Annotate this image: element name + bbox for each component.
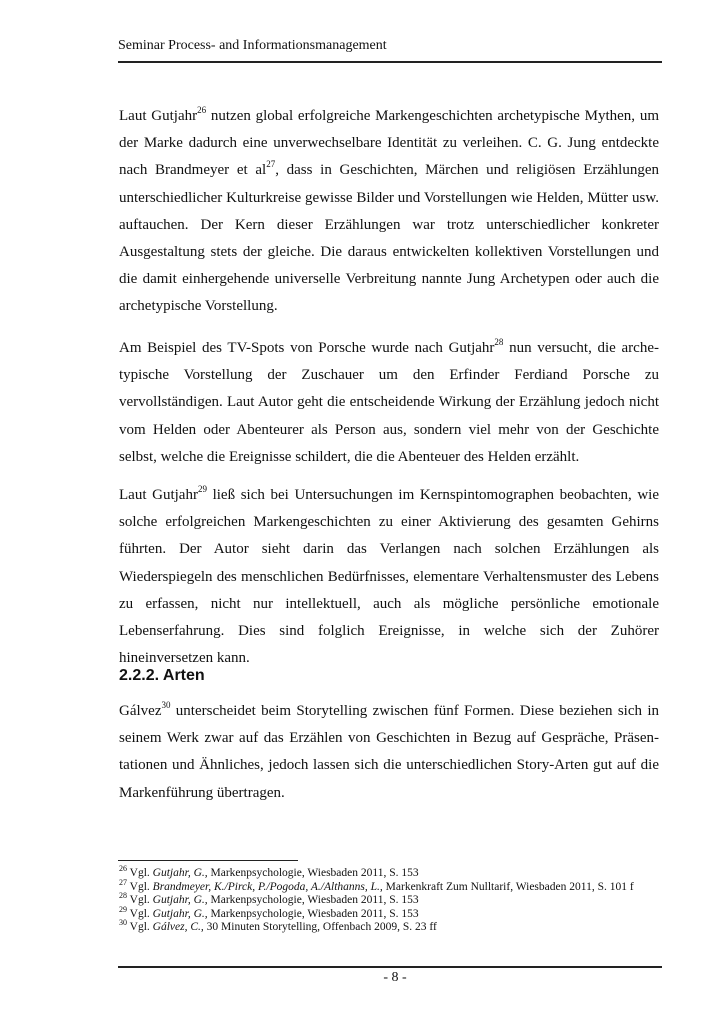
footnote-ref-30[interactable]: 30 bbox=[161, 700, 171, 710]
footnote-prefix: Vgl. bbox=[127, 907, 153, 920]
text: unterscheidet beim Storytelling zwischen fünf Formen. Diese beziehen sich in seinem Werk zwar auf das Erzählen von Geschichten in Bezug auf Gespräche, Präsen-tationen und Ähnliches, jedoch lassen sich die unterschiedlichen Story-Arten gut auf die Markenführung übertragen. bbox=[119, 703, 659, 801]
text: Laut Gutjahr bbox=[119, 487, 198, 503]
paragraph-galvez bbox=[119, 698, 659, 807]
footnote-ref-27[interactable]: 27 bbox=[266, 159, 276, 170]
footnote-text: Markenkraft Zum Nulltarif, Wiesbaden 2011, S. 101 f bbox=[382, 880, 634, 893]
footnote-ref-29[interactable]: 29 bbox=[197, 484, 207, 494]
footnote-ref-26[interactable]: 26 bbox=[197, 105, 207, 115]
footnote-prefix: Vgl. bbox=[127, 894, 153, 906]
footnote-number: 28 bbox=[119, 891, 127, 900]
footnote bbox=[119, 864, 663, 881]
footnote-text: Markenpsychologie, Wiesbaden 2011, S. 153 bbox=[207, 894, 419, 906]
footnote-author: Gálvez, C., bbox=[152, 921, 204, 933]
footnote-ref-28[interactable]: 28 bbox=[494, 337, 504, 347]
section-heading: 2.2.2. Arten bbox=[119, 667, 205, 684]
text: , dass in Geschichten, Märchen und religiösen Erzählungen unterschiedlicher Kulturkreise gewisse Bilder und Vorstellungen wie Helden, Mütter usw. auftauchen. Der Kern dieser Erzählungen war trotz unterschiedlicher konkreter Ausgestaltung stets der gleiche. Die daraus entwickelten kollektiven Vorstellungen und die damit einhergehende universelle Verbreitung nannte Jung Archetypen oder auch die archetypische Vorstellung. bbox=[119, 162, 659, 315]
text: nutzen global erfolgreiche Markengeschichten archetypische Mythen, um der Marke dadurch eine unverwechselbare Identität zu verleihen. C. G. Jung entdeckte nach Brandmeyer et al bbox=[119, 108, 659, 179]
footnote-author: Gutjahr, G., bbox=[152, 907, 208, 920]
footnote-divider bbox=[118, 860, 298, 861]
page-number: - 8 - bbox=[383, 970, 407, 985]
page-header: Seminar Process- and Informationsmanagement bbox=[118, 38, 662, 63]
paragraph-porsche bbox=[119, 335, 659, 471]
footnote-number: 29 bbox=[119, 904, 127, 914]
footnote-author: Gutjahr, G., bbox=[152, 894, 208, 906]
footnote bbox=[119, 904, 663, 922]
paragraph-brain bbox=[119, 482, 659, 672]
text: Gálvez bbox=[119, 703, 162, 719]
text: Am Beispiel des TV-Spots von Porsche wurde nach Gutjahr bbox=[119, 340, 495, 356]
footnote bbox=[119, 877, 663, 895]
footnote-number: 27 bbox=[119, 877, 127, 887]
footnote bbox=[119, 891, 663, 908]
text: ließ sich bei Untersuchungen im Kernspintomographen beobachten, wie solche erfolgreichen Markengeschichten zu einer Aktivierung des gesamten Gehirns führten. Der Autor sieht darin das Verlangen nach solchen Erzählungen als Wiederspiegeln des menschlichen Bedürfnisses, elementare Verhaltensmuster des Lebens zu erfassen, nicht nur intellektuell, auch als mögliche persönliche emotionale Lebenserfahrung. Dies sind folglich Ereignisse, in welche sich der Zuhörer hineinversetzen kann. bbox=[119, 487, 659, 667]
footnote-prefix: Vgl. bbox=[127, 867, 153, 879]
footnote-number: 26 bbox=[119, 864, 127, 873]
paragraph-archetypes bbox=[119, 103, 659, 321]
footnote-number: 30 bbox=[119, 918, 127, 927]
footnote-author: Gutjahr, G., bbox=[152, 867, 208, 879]
text: Laut Gutjahr bbox=[119, 108, 198, 124]
footnote-text: Markenpsychologie, Wiesbaden 2011, S. 153 bbox=[207, 907, 419, 920]
footnotes bbox=[119, 864, 663, 935]
footnote bbox=[119, 918, 663, 935]
footnote-prefix: Vgl. bbox=[127, 921, 153, 933]
footnote-author: Brandmeyer, K./Pirck, P./Pogoda, A./Althanns, L., bbox=[152, 880, 383, 893]
footnote-prefix: Vgl. bbox=[127, 880, 153, 893]
footer-divider bbox=[118, 966, 662, 968]
footnote-text: Markenpsychologie, Wiesbaden 2011, S. 153 bbox=[207, 867, 419, 879]
text: nun versucht, die arche-typische Vorstellung der Zuschauer um den Erfinder Ferdiand Porsche zu vervollständigen. Laut Autor geht die entscheidende Wirkung der Erzählung jedoch nicht vom Helden oder Abenteurer als Person aus, sondern viel mehr von der Geschichte selbst, welche die Ereignisse schildert, die die Abenteuer des Helden erzählt. bbox=[119, 340, 659, 465]
footnote-text: 30 Minuten Storytelling, Offenbach 2009, S. 23 ff bbox=[203, 921, 437, 933]
